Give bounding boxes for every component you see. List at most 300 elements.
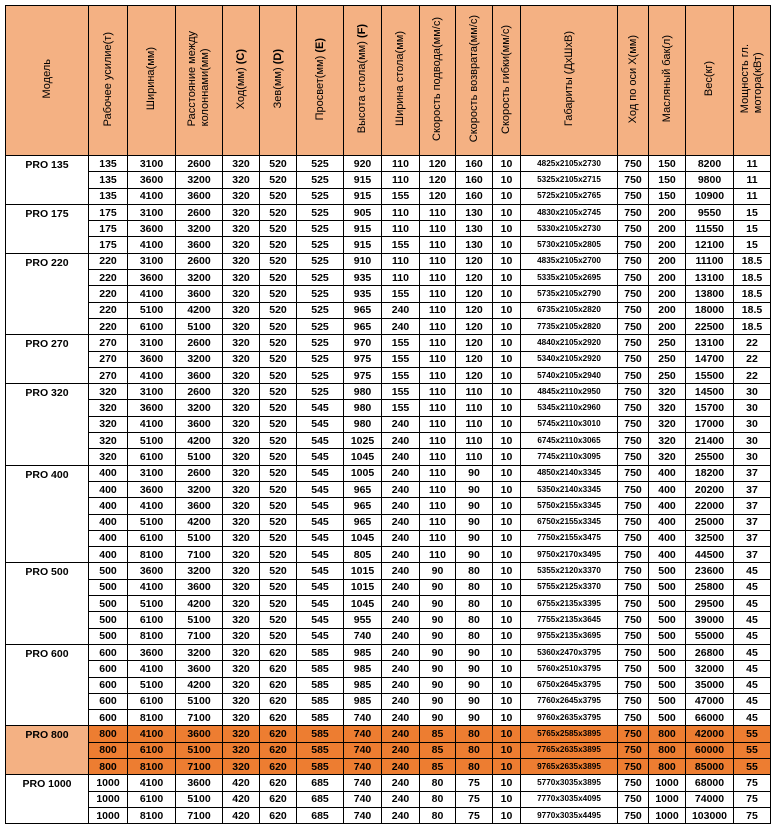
column-distance-cell: 7100 bbox=[176, 710, 223, 726]
table-width-cell: 240 bbox=[382, 791, 420, 807]
oil-tank-cell: 800 bbox=[649, 726, 686, 742]
stroke-cell: 320 bbox=[223, 612, 260, 628]
table-height-cell: 980 bbox=[344, 416, 382, 432]
clearance-cell: 585 bbox=[297, 742, 344, 758]
clearance-cell: 545 bbox=[297, 579, 344, 595]
approach-speed-cell: 90 bbox=[420, 644, 456, 660]
force-cell: 220 bbox=[89, 302, 128, 318]
table-row bbox=[6, 661, 771, 677]
table-height-cell: 740 bbox=[344, 807, 382, 823]
daylight-cell: 620 bbox=[260, 677, 297, 693]
table-row bbox=[6, 433, 771, 449]
clearance-cell: 525 bbox=[297, 270, 344, 286]
table-height-cell: 905 bbox=[344, 204, 382, 220]
return-speed-cell: 160 bbox=[456, 188, 493, 204]
weight-cell: 85000 bbox=[686, 758, 734, 774]
table-width-cell: 240 bbox=[382, 530, 420, 546]
model-cell: PRO 800 bbox=[6, 726, 89, 775]
force-cell: 500 bbox=[89, 563, 128, 579]
column-distance-cell: 3200 bbox=[176, 400, 223, 416]
width-cell: 8100 bbox=[128, 710, 176, 726]
column-distance-cell: 4200 bbox=[176, 677, 223, 693]
column-distance-cell: 4200 bbox=[176, 514, 223, 530]
dimensions-cell: 5745x2110x3010 bbox=[521, 416, 618, 432]
approach-speed-cell: 80 bbox=[420, 791, 456, 807]
force-cell: 400 bbox=[89, 481, 128, 497]
width-cell: 3600 bbox=[128, 172, 176, 188]
header-text: Рабочее усилие(т) bbox=[101, 31, 114, 127]
approach-speed-cell: 110 bbox=[420, 367, 456, 383]
x-axis-stroke-cell: 750 bbox=[618, 775, 649, 791]
table-width-cell: 240 bbox=[382, 433, 420, 449]
clearance-cell: 525 bbox=[297, 221, 344, 237]
width-cell: 8100 bbox=[128, 628, 176, 644]
dimensions-cell: 5330x2105x2730 bbox=[521, 221, 618, 237]
table-row bbox=[6, 384, 771, 400]
weight-cell: 66000 bbox=[686, 710, 734, 726]
stroke-cell: 320 bbox=[223, 530, 260, 546]
x-axis-stroke-cell: 750 bbox=[618, 384, 649, 400]
force-cell: 1000 bbox=[89, 791, 128, 807]
table-height-cell: 985 bbox=[344, 644, 382, 660]
oil-tank-cell: 400 bbox=[649, 481, 686, 497]
clearance-cell: 525 bbox=[297, 188, 344, 204]
force-cell: 270 bbox=[89, 367, 128, 383]
bending-speed-cell: 10 bbox=[493, 318, 521, 334]
table-height-cell: 910 bbox=[344, 253, 382, 269]
header-symbol: (F) bbox=[356, 24, 368, 39]
header-label bbox=[703, 61, 716, 96]
bending-speed-cell: 10 bbox=[493, 335, 521, 351]
column-distance-cell: 5100 bbox=[176, 449, 223, 465]
oil-tank-cell: 200 bbox=[649, 286, 686, 302]
table-row bbox=[6, 726, 771, 742]
table-row bbox=[6, 530, 771, 546]
return-speed-cell: 120 bbox=[456, 367, 493, 383]
width-cell: 3600 bbox=[128, 221, 176, 237]
x-axis-stroke-cell: 750 bbox=[618, 481, 649, 497]
table-height-cell: 1015 bbox=[344, 579, 382, 595]
bending-speed-cell: 10 bbox=[493, 775, 521, 791]
oil-tank-cell: 200 bbox=[649, 302, 686, 318]
table-height-cell: 740 bbox=[344, 628, 382, 644]
header-column-distance bbox=[176, 6, 223, 156]
stroke-cell: 320 bbox=[223, 433, 260, 449]
width-cell: 6100 bbox=[128, 318, 176, 334]
column-distance-cell: 2600 bbox=[176, 465, 223, 481]
clearance-cell: 525 bbox=[297, 351, 344, 367]
table-row bbox=[6, 481, 771, 497]
column-distance-cell: 2600 bbox=[176, 204, 223, 220]
stroke-cell: 320 bbox=[223, 547, 260, 563]
weight-cell: 23600 bbox=[686, 563, 734, 579]
width-cell: 4100 bbox=[128, 367, 176, 383]
daylight-cell: 520 bbox=[260, 433, 297, 449]
dimensions-cell: 7770x3035x4095 bbox=[521, 791, 618, 807]
approach-speed-cell: 85 bbox=[420, 758, 456, 774]
weight-cell: 22000 bbox=[686, 498, 734, 514]
stroke-cell: 320 bbox=[223, 156, 260, 172]
bending-speed-cell: 10 bbox=[493, 661, 521, 677]
x-axis-stroke-cell: 750 bbox=[618, 367, 649, 383]
column-distance-cell: 3600 bbox=[176, 237, 223, 253]
bending-speed-cell: 10 bbox=[493, 563, 521, 579]
column-distance-cell: 2600 bbox=[176, 384, 223, 400]
clearance-cell: 545 bbox=[297, 433, 344, 449]
clearance-cell: 545 bbox=[297, 530, 344, 546]
bending-speed-cell: 10 bbox=[493, 253, 521, 269]
table-height-cell: 965 bbox=[344, 302, 382, 318]
header-label bbox=[314, 38, 327, 120]
clearance-cell: 525 bbox=[297, 172, 344, 188]
return-speed-cell: 75 bbox=[456, 775, 493, 791]
dimensions-cell: 5755x2125x3370 bbox=[521, 579, 618, 595]
x-axis-stroke-cell: 750 bbox=[618, 498, 649, 514]
header-symbol: (E) bbox=[313, 37, 326, 53]
table-row bbox=[6, 156, 771, 172]
width-cell: 3100 bbox=[128, 335, 176, 351]
model-cell: PRO 1000 bbox=[6, 775, 89, 824]
dimensions-cell: 9770x3035x4495 bbox=[521, 807, 618, 823]
bending-speed-cell: 10 bbox=[493, 351, 521, 367]
approach-speed-cell: 120 bbox=[420, 188, 456, 204]
weight-cell: 20200 bbox=[686, 481, 734, 497]
column-distance-cell: 3600 bbox=[176, 579, 223, 595]
column-distance-cell: 7100 bbox=[176, 628, 223, 644]
table-width-cell: 240 bbox=[382, 449, 420, 465]
table-row bbox=[6, 221, 771, 237]
weight-cell: 39000 bbox=[686, 612, 734, 628]
dimensions-cell: 5335x2105x2695 bbox=[521, 270, 618, 286]
return-speed-cell: 90 bbox=[456, 465, 493, 481]
x-axis-stroke-cell: 750 bbox=[618, 579, 649, 595]
column-distance-cell: 3600 bbox=[176, 286, 223, 302]
motor-power-cell: 55 bbox=[734, 742, 771, 758]
table-width-cell: 155 bbox=[382, 286, 420, 302]
daylight-cell: 520 bbox=[260, 335, 297, 351]
clearance-cell: 545 bbox=[297, 596, 344, 612]
width-cell: 4100 bbox=[128, 286, 176, 302]
table-height-cell: 1045 bbox=[344, 596, 382, 612]
stroke-cell: 420 bbox=[223, 775, 260, 791]
weight-cell: 8200 bbox=[686, 156, 734, 172]
clearance-cell: 545 bbox=[297, 416, 344, 432]
table-height-cell: 955 bbox=[344, 612, 382, 628]
table-row bbox=[6, 416, 771, 432]
dimensions-cell: 4840x2105x2920 bbox=[521, 335, 618, 351]
table-height-cell: 1025 bbox=[344, 433, 382, 449]
weight-cell: 13800 bbox=[686, 286, 734, 302]
x-axis-stroke-cell: 750 bbox=[618, 661, 649, 677]
column-distance-cell: 5100 bbox=[176, 318, 223, 334]
return-speed-cell: 90 bbox=[456, 644, 493, 660]
table-row bbox=[6, 612, 771, 628]
table-row bbox=[6, 596, 771, 612]
approach-speed-cell: 90 bbox=[420, 563, 456, 579]
x-axis-stroke-cell: 750 bbox=[618, 270, 649, 286]
x-axis-stroke-cell: 750 bbox=[618, 612, 649, 628]
table-height-cell: 980 bbox=[344, 384, 382, 400]
stroke-cell: 320 bbox=[223, 253, 260, 269]
return-speed-cell: 80 bbox=[456, 726, 493, 742]
table-height-cell: 740 bbox=[344, 775, 382, 791]
weight-cell: 42000 bbox=[686, 726, 734, 742]
motor-power-cell: 45 bbox=[734, 710, 771, 726]
header-return-speed bbox=[456, 6, 493, 156]
oil-tank-cell: 500 bbox=[649, 677, 686, 693]
approach-speed-cell: 110 bbox=[420, 384, 456, 400]
weight-cell: 12100 bbox=[686, 237, 734, 253]
model-cell: PRO 500 bbox=[6, 563, 89, 644]
stroke-cell: 320 bbox=[223, 596, 260, 612]
header-row bbox=[6, 6, 771, 156]
header-symbol: (D) bbox=[271, 49, 284, 65]
clearance-cell: 685 bbox=[297, 775, 344, 791]
table-width-cell: 240 bbox=[382, 563, 420, 579]
bending-speed-cell: 10 bbox=[493, 188, 521, 204]
stroke-cell: 320 bbox=[223, 465, 260, 481]
approach-speed-cell: 90 bbox=[420, 596, 456, 612]
weight-cell: 35000 bbox=[686, 677, 734, 693]
motor-power-cell: 11 bbox=[734, 156, 771, 172]
motor-power-cell: 55 bbox=[734, 726, 771, 742]
dimensions-cell: 5725x2105x2765 bbox=[521, 188, 618, 204]
motor-power-cell: 75 bbox=[734, 791, 771, 807]
force-cell: 320 bbox=[89, 449, 128, 465]
oil-tank-cell: 400 bbox=[649, 498, 686, 514]
stroke-cell: 320 bbox=[223, 221, 260, 237]
daylight-cell: 620 bbox=[260, 644, 297, 660]
clearance-cell: 545 bbox=[297, 628, 344, 644]
header-text: Модель bbox=[40, 59, 53, 99]
bending-speed-cell: 10 bbox=[493, 237, 521, 253]
table-width-cell: 155 bbox=[382, 400, 420, 416]
stroke-cell: 320 bbox=[223, 514, 260, 530]
column-distance-cell: 3600 bbox=[176, 367, 223, 383]
header-label bbox=[739, 44, 765, 113]
clearance-cell: 525 bbox=[297, 156, 344, 172]
motor-power-cell: 37 bbox=[734, 481, 771, 497]
header-stroke bbox=[223, 6, 260, 156]
header-label bbox=[145, 47, 158, 110]
table-width-cell: 240 bbox=[382, 465, 420, 481]
table-height-cell: 915 bbox=[344, 237, 382, 253]
column-distance-cell: 3600 bbox=[176, 775, 223, 791]
dimensions-cell: 5760x2510x3795 bbox=[521, 661, 618, 677]
weight-cell: 21400 bbox=[686, 433, 734, 449]
stroke-cell: 320 bbox=[223, 351, 260, 367]
table-row bbox=[6, 644, 771, 660]
weight-cell: 18200 bbox=[686, 465, 734, 481]
weight-cell: 11100 bbox=[686, 253, 734, 269]
weight-cell: 60000 bbox=[686, 742, 734, 758]
daylight-cell: 520 bbox=[260, 270, 297, 286]
table-width-cell: 155 bbox=[382, 351, 420, 367]
dimensions-cell: 5770x3035x3895 bbox=[521, 775, 618, 791]
header-symbol: (C) bbox=[234, 48, 247, 65]
force-cell: 600 bbox=[89, 710, 128, 726]
table-width-cell: 110 bbox=[382, 270, 420, 286]
column-distance-cell: 3600 bbox=[176, 188, 223, 204]
daylight-cell: 620 bbox=[260, 693, 297, 709]
force-cell: 400 bbox=[89, 530, 128, 546]
column-distance-cell: 4200 bbox=[176, 433, 223, 449]
table-row bbox=[6, 253, 771, 269]
daylight-cell: 520 bbox=[260, 530, 297, 546]
header-label bbox=[500, 25, 513, 134]
table-width-cell: 240 bbox=[382, 498, 420, 514]
table-row bbox=[6, 677, 771, 693]
stroke-cell: 320 bbox=[223, 449, 260, 465]
table-width-cell: 240 bbox=[382, 661, 420, 677]
table-height-cell: 935 bbox=[344, 270, 382, 286]
header-approach-speed bbox=[420, 6, 456, 156]
motor-power-cell: 30 bbox=[734, 384, 771, 400]
table-width-cell: 240 bbox=[382, 318, 420, 334]
header-force bbox=[89, 6, 128, 156]
width-cell: 3600 bbox=[128, 563, 176, 579]
daylight-cell: 620 bbox=[260, 791, 297, 807]
force-cell: 400 bbox=[89, 465, 128, 481]
approach-speed-cell: 80 bbox=[420, 775, 456, 791]
header-label bbox=[356, 24, 369, 133]
header-dimensions bbox=[521, 6, 618, 156]
force-cell: 175 bbox=[89, 204, 128, 220]
column-distance-cell: 5100 bbox=[176, 530, 223, 546]
daylight-cell: 520 bbox=[260, 172, 297, 188]
return-speed-cell: 80 bbox=[456, 596, 493, 612]
stroke-cell: 320 bbox=[223, 628, 260, 644]
table-row bbox=[6, 498, 771, 514]
return-speed-cell: 160 bbox=[456, 172, 493, 188]
motor-power-cell: 30 bbox=[734, 433, 771, 449]
table-width-cell: 110 bbox=[382, 156, 420, 172]
oil-tank-cell: 200 bbox=[649, 204, 686, 220]
column-distance-cell: 2600 bbox=[176, 335, 223, 351]
header-text: Ход по оси X(мм) bbox=[626, 34, 639, 124]
stroke-cell: 320 bbox=[223, 400, 260, 416]
motor-power-cell: 45 bbox=[734, 628, 771, 644]
table-height-cell: 985 bbox=[344, 677, 382, 693]
header-label bbox=[563, 31, 576, 126]
bending-speed-cell: 10 bbox=[493, 302, 521, 318]
table-width-cell: 240 bbox=[382, 807, 420, 823]
daylight-cell: 620 bbox=[260, 775, 297, 791]
daylight-cell: 520 bbox=[260, 449, 297, 465]
width-cell: 6100 bbox=[128, 791, 176, 807]
stroke-cell: 320 bbox=[223, 742, 260, 758]
return-speed-cell: 160 bbox=[456, 156, 493, 172]
stroke-cell: 320 bbox=[223, 758, 260, 774]
table-width-cell: 240 bbox=[382, 416, 420, 432]
return-speed-cell: 90 bbox=[456, 547, 493, 563]
bending-speed-cell: 10 bbox=[493, 172, 521, 188]
table-row bbox=[6, 270, 771, 286]
column-distance-cell: 3200 bbox=[176, 221, 223, 237]
weight-cell: 11550 bbox=[686, 221, 734, 237]
dimensions-cell: 7745x2110x3095 bbox=[521, 449, 618, 465]
header-text: Масляный бак(л) bbox=[660, 35, 673, 123]
header-text: Габариты (ДхШхВ) bbox=[562, 31, 575, 127]
return-speed-cell: 80 bbox=[456, 628, 493, 644]
stroke-cell: 320 bbox=[223, 677, 260, 693]
table-width-cell: 240 bbox=[382, 775, 420, 791]
daylight-cell: 520 bbox=[260, 400, 297, 416]
force-cell: 175 bbox=[89, 221, 128, 237]
daylight-cell: 520 bbox=[260, 156, 297, 172]
return-speed-cell: 80 bbox=[456, 612, 493, 628]
dimensions-cell: 6750x2645x3795 bbox=[521, 677, 618, 693]
column-distance-cell: 3600 bbox=[176, 726, 223, 742]
table-height-cell: 805 bbox=[344, 547, 382, 563]
stroke-cell: 320 bbox=[223, 661, 260, 677]
stroke-cell: 320 bbox=[223, 416, 260, 432]
force-cell: 1000 bbox=[89, 807, 128, 823]
motor-power-cell: 75 bbox=[734, 775, 771, 791]
daylight-cell: 520 bbox=[260, 351, 297, 367]
x-axis-stroke-cell: 750 bbox=[618, 449, 649, 465]
approach-speed-cell: 110 bbox=[420, 449, 456, 465]
table-row bbox=[6, 335, 771, 351]
table-row bbox=[6, 351, 771, 367]
approach-speed-cell: 110 bbox=[420, 400, 456, 416]
width-cell: 4100 bbox=[128, 237, 176, 253]
oil-tank-cell: 1000 bbox=[649, 807, 686, 823]
table-row bbox=[6, 318, 771, 334]
table-row bbox=[6, 302, 771, 318]
table-height-cell: 1015 bbox=[344, 563, 382, 579]
return-speed-cell: 80 bbox=[456, 579, 493, 595]
motor-power-cell: 45 bbox=[734, 677, 771, 693]
clearance-cell: 585 bbox=[297, 726, 344, 742]
column-distance-cell: 3200 bbox=[176, 351, 223, 367]
force-cell: 320 bbox=[89, 433, 128, 449]
table-height-cell: 980 bbox=[344, 400, 382, 416]
clearance-cell: 525 bbox=[297, 318, 344, 334]
header-text: Ход(мм) bbox=[234, 64, 247, 110]
dimensions-cell: 5345x2110x2960 bbox=[521, 400, 618, 416]
table-row bbox=[6, 237, 771, 253]
header-text: Мощность гл. мотора(кВт) bbox=[739, 44, 764, 114]
width-cell: 3100 bbox=[128, 204, 176, 220]
dimensions-cell: 4830x2105x2745 bbox=[521, 204, 618, 220]
column-distance-cell: 3200 bbox=[176, 563, 223, 579]
return-speed-cell: 130 bbox=[456, 237, 493, 253]
table-width-cell: 240 bbox=[382, 742, 420, 758]
bending-speed-cell: 10 bbox=[493, 416, 521, 432]
weight-cell: 103000 bbox=[686, 807, 734, 823]
table-row bbox=[6, 758, 771, 774]
force-cell: 500 bbox=[89, 596, 128, 612]
clearance-cell: 525 bbox=[297, 302, 344, 318]
table-height-cell: 935 bbox=[344, 286, 382, 302]
motor-power-cell: 37 bbox=[734, 514, 771, 530]
weight-cell: 17000 bbox=[686, 416, 734, 432]
oil-tank-cell: 200 bbox=[649, 237, 686, 253]
width-cell: 5100 bbox=[128, 433, 176, 449]
force-cell: 800 bbox=[89, 726, 128, 742]
daylight-cell: 520 bbox=[260, 204, 297, 220]
daylight-cell: 620 bbox=[260, 758, 297, 774]
oil-tank-cell: 250 bbox=[649, 335, 686, 351]
table-row bbox=[6, 693, 771, 709]
bending-speed-cell: 10 bbox=[493, 433, 521, 449]
table-height-cell: 1045 bbox=[344, 530, 382, 546]
width-cell: 5100 bbox=[128, 677, 176, 693]
width-cell: 4100 bbox=[128, 775, 176, 791]
bending-speed-cell: 10 bbox=[493, 221, 521, 237]
width-cell: 4100 bbox=[128, 579, 176, 595]
